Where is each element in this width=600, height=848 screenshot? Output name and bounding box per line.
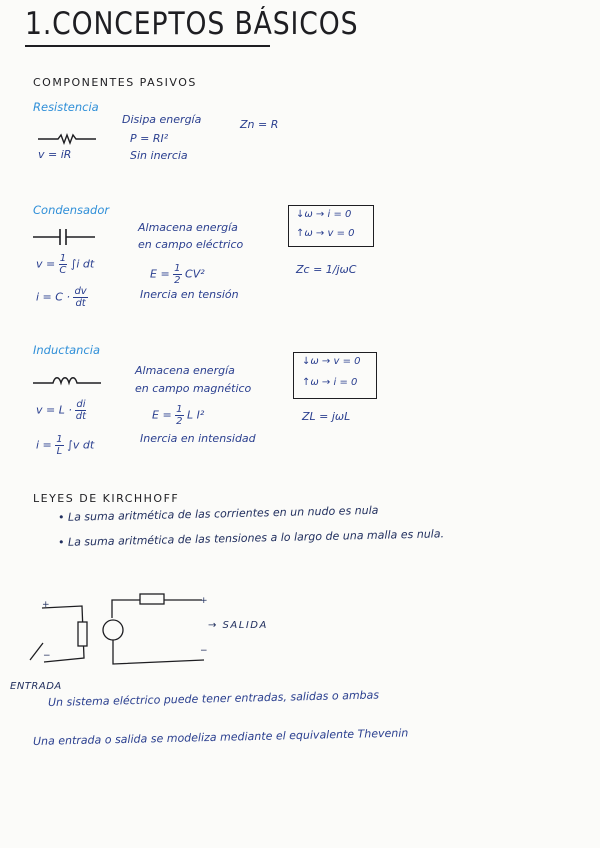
closing-note-2: Una entrada o salida se modeliza mediante el equivalente Thevenin xyxy=(32,726,409,748)
capacitor-inertia: Inercia en tensión xyxy=(140,288,239,301)
capacitor-box-line-2: ↑ω → v = 0 xyxy=(296,228,355,239)
capacitor-box-line-1: ↓ω → i = 0 xyxy=(296,209,352,220)
output-plus-terminal: + xyxy=(200,596,208,606)
inductor-inertia: Inercia en intensidad xyxy=(140,432,256,445)
capacitor-label: Condensador xyxy=(33,203,110,217)
capacitor-energy: E = $\frac{1}{2}$ CV² xyxy=(150,263,205,286)
output-label: → SALIDA xyxy=(208,620,268,631)
inductor-box-line-2: ↑ω → i = 0 xyxy=(302,377,358,388)
inductor-impedance: ZL = jωL xyxy=(302,410,351,423)
inductor-current-law: i = $\frac{1}{L}$ ∫v dt xyxy=(36,434,95,457)
input-plus-terminal: + xyxy=(42,600,50,610)
input-label: ENTRADA xyxy=(10,681,62,692)
resistance-impedance: Zn = R xyxy=(240,118,279,131)
capacitor-impedance: Zc = 1/jωC xyxy=(296,263,357,276)
page-title: 1.CONCEPTOS BÁSICOS xyxy=(25,6,359,42)
section-heading-passive: COMPONENTES PASIVOS xyxy=(33,76,197,89)
inductor-note-1: Almacena energía xyxy=(135,364,235,377)
inductor-voltage-law: v = L · $\frac{di}{dt}$ xyxy=(36,399,87,422)
kirchhoff-law-2: • La suma aritmética de las tensiones a lo largo de una malla es nula. xyxy=(57,527,445,549)
kirchhoff-law-1: • La suma aritmética de las corrientes en un nudo es nula xyxy=(57,503,379,524)
capacitor-note-2: en campo eléctrico xyxy=(138,238,244,251)
capacitor-current-law: i = C · $\frac{dv}{dt}$ xyxy=(36,286,87,309)
resistance-label: Resistencia xyxy=(33,100,99,114)
inductor-label: Inductancia xyxy=(33,343,101,357)
capacitor-note-1: Almacena energía xyxy=(138,221,238,234)
resistance-law: v = iR xyxy=(38,148,72,161)
resistance-note-3: Sin inercia xyxy=(130,149,188,162)
resistance-note-2: P = RI² xyxy=(130,132,169,145)
capacitor-voltage-law: v = $\frac{1}{C}$ ∫i dt xyxy=(36,253,95,276)
inductor-note-2: en campo magnético xyxy=(135,382,252,395)
input-minus-terminal: − xyxy=(43,651,51,661)
output-minus-terminal: − xyxy=(200,646,208,656)
inductor-energy: E = $\frac{1}{2}$ L I² xyxy=(152,404,205,427)
closing-note-1: Un sistema eléctrico puede tener entradas, salidas o ambas xyxy=(47,688,380,709)
inductor-box-line-1: ↓ω → v = 0 xyxy=(302,356,361,367)
section-heading-kirchhoff: LEYES DE KIRCHHOFF xyxy=(33,492,180,505)
resistance-note-1: Disipa energía xyxy=(122,113,202,126)
